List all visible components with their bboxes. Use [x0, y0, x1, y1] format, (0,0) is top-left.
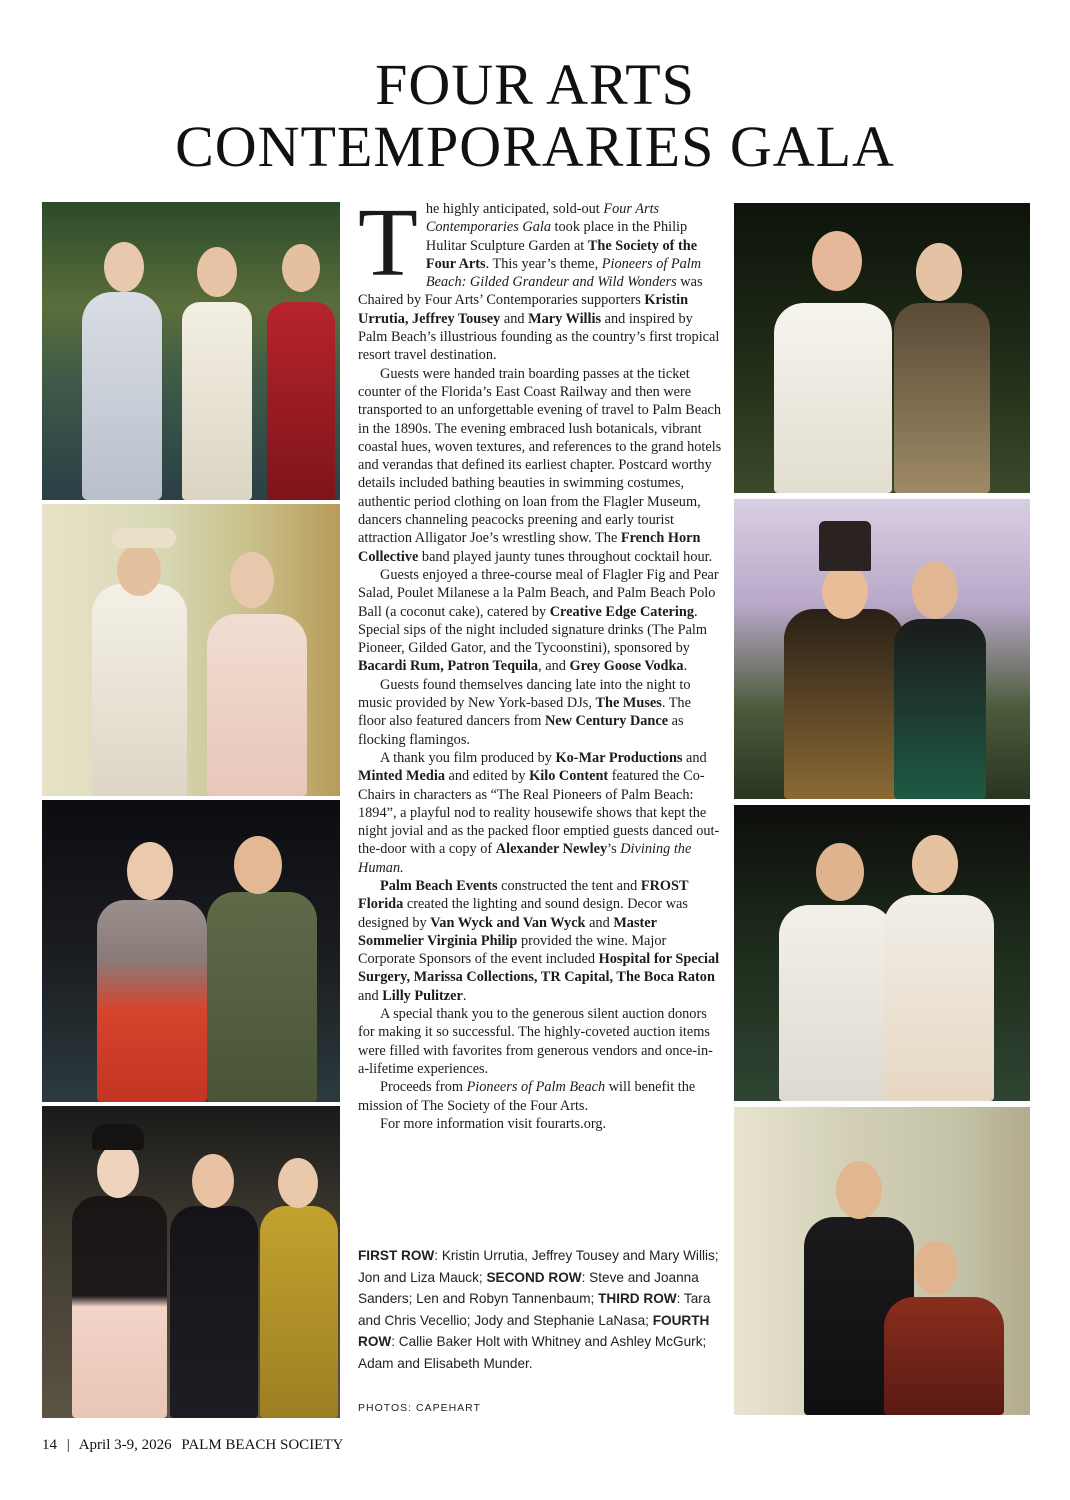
- article-paragraph: [358, 1005, 722, 1078]
- text-run: For more information visit fourarts.org.: [380, 1115, 607, 1132]
- text-run: A special thank you to the generous silent auction donors for making it so successful. The highly-coveted auction items were filled with favorites from generous vendors and once-in-a-lifetime experiences.: [358, 1006, 713, 1077]
- text-run: : Steve and Joanna Sanders; Len and Robyn Tannenbaum;: [358, 1269, 699, 1306]
- text-run: Proceeds from: [380, 1079, 467, 1096]
- publication-name: PALM BEACH SOCIETY: [181, 1437, 344, 1453]
- bold-run: Van Wyck and Van Wyck: [430, 914, 586, 931]
- issue-date: April 3-9, 2026: [78, 1437, 172, 1453]
- bold-run: Minted Media: [358, 768, 445, 785]
- text-run: took place in the Philip Hulitar Sculpture Garden at: [425, 219, 688, 254]
- bold-run: Bacardi Rum, Patron Tequila: [358, 658, 539, 675]
- article-paragraph: [358, 1078, 722, 1115]
- text-run: constructed the tent and: [497, 877, 641, 894]
- text-run: and: [358, 987, 383, 1004]
- bold-run: FROST Florida: [358, 877, 689, 913]
- text-run: featured the Co-Chairs in characters as “The Real Pioneers of Palm Beach: 1894”, a playful nod to reality housewife shows that kept the night jovial and as the packed floor emptied guests danced out-the-door with a copy of: [358, 768, 720, 858]
- text-run: , and: [538, 658, 570, 675]
- bold-run: FOURTH ROW: [358, 1312, 710, 1349]
- text-run: : Kristin Urrutia, Jeffrey Tousey and Mary Willis; Jon and Liza Mauck;: [358, 1248, 719, 1285]
- text-run: will benefit the mission of The Society of the Four Arts.: [358, 1079, 696, 1114]
- text-run: created the lighting and sound design. Decor was designed by: [358, 896, 688, 931]
- photo-first-row-right: [734, 203, 1030, 493]
- italic-run: Pioneers of Palm Beach: Gilded Grandeur and Wild Wonders: [425, 255, 702, 291]
- bold-run: Lilly Pulitzer: [382, 987, 463, 1004]
- photo-second-row-left: [42, 800, 340, 1102]
- photo-first-row-center-left: [42, 504, 340, 796]
- bold-run: The Muses: [595, 695, 662, 712]
- headline-line-2: CONTEMPORARIES GALA: [175, 114, 895, 179]
- bold-run: Palm Beach Events: [380, 877, 498, 894]
- photo-first-row-left: [42, 202, 340, 500]
- bold-run: Mary Willis: [528, 310, 602, 327]
- photo-first-row-center-right: [734, 499, 1030, 799]
- article-headline: [0, 54, 1070, 178]
- article-paragraph: [358, 566, 722, 676]
- text-run: provided the wine. Major Corporate Sponsors of the event included: [358, 932, 667, 968]
- bold-run: Hospital for Special Surgery, Marissa Collections, TR Capital, The Boca Raton: [358, 951, 720, 986]
- photo-second-row-center-right: [734, 1107, 1030, 1415]
- text-run: he highly anticipated, sold-out: [425, 201, 604, 217]
- article-paragraph: [358, 877, 722, 1005]
- bold-run: Grey Goose Vodka: [569, 658, 684, 675]
- italic-run: Divining the Human.: [358, 841, 692, 876]
- italic-run: Pioneers of Palm Beach: [466, 1079, 606, 1096]
- headline-line-1: FOUR ARTS: [375, 52, 695, 117]
- bold-run: THIRD ROW: [598, 1291, 677, 1306]
- bold-run: The Society of the Four Arts: [425, 237, 698, 272]
- text-run: and inspired by Palm Beach’s illustrious founding as the country’s first tropical resort travel destination.: [358, 310, 720, 364]
- photo-credit: PHOTOS: CAPEHART: [358, 1402, 481, 1414]
- article-paragraph: [358, 1115, 722, 1133]
- text-run: band played jaunty tunes throughout cocktail hour.: [418, 548, 713, 565]
- page-footer: [42, 1437, 343, 1454]
- drop-cap: T: [358, 189, 418, 297]
- text-run: as flocking flamingos.: [358, 713, 684, 748]
- text-run: : Tara and Chris Vecellio; Jody and Stephanie LaNasa;: [358, 1291, 711, 1328]
- text-run: and edited by: [444, 768, 530, 785]
- text-run: Guests enjoyed a three-course meal of Flagler Fig and Pear Salad, Poulet Milanese a la Palm Beach, and Palm Beach Polo Ball (a coconut cake), catered by: [358, 566, 719, 620]
- article-body: [358, 189, 722, 1133]
- text-run: and: [585, 914, 614, 931]
- text-run: and: [682, 749, 707, 766]
- article-paragraph: [358, 676, 722, 749]
- photo-second-row-center-left: [42, 1106, 340, 1418]
- photo-caption: [358, 1245, 722, 1374]
- text-run: Guests found themselves dancing late into the night to music provided by New York-based DJs,: [358, 676, 691, 712]
- bold-run: SECOND ROW: [486, 1269, 582, 1285]
- bold-run: Kilo Content: [529, 768, 609, 785]
- text-run: and: [500, 310, 529, 327]
- bold-run: New Century Dance: [544, 713, 669, 730]
- bold-run: FIRST ROW: [358, 1248, 435, 1263]
- text-run: A thank you film produced by: [380, 749, 556, 766]
- bold-run: Kristin Urrutia, Jeffrey Tousey: [358, 292, 689, 327]
- bold-run: Alexander Newley: [495, 841, 608, 858]
- bold-run: Master Sommelier Virginia Philip: [358, 914, 657, 949]
- text-run: . Special sips of the night included signature drinks (The Palm Pioneer, Gilded Gator, and the Tycoonstini), sponsored by: [358, 603, 708, 657]
- text-run: .: [462, 987, 467, 1004]
- text-run: . This year’s theme,: [485, 255, 602, 272]
- italic-run: Four Arts Contemporaries Gala: [425, 201, 660, 236]
- text-run: : Callie Baker Holt with Whitney and Ashley McGurk; Adam and Elisabeth Munder.: [358, 1334, 707, 1371]
- photo-second-row-right: [734, 805, 1030, 1101]
- article-paragraph: [358, 365, 722, 566]
- text-run: .: [683, 658, 688, 675]
- text-run: ’s: [607, 841, 621, 858]
- text-run: Guests were handed train boarding passes at the ticket counter of the Florida’s East Coast Railway and then were transported to an unforgettable evening of travel to Palm Beach in the 1890s. The evening embraced lush botanicals, vibrant coastal hues, woven textures, and references to the grand hotels and verandas that defined its earliest chapter. Postcard worthy details included bathing beauties in swimming costumes, authentic period clothing on loan from the Flagler Museum, dancers channeling peacocks preening and early tourist attraction Alligator Joe’s wrestling show. The: [358, 365, 722, 547]
- bold-run: Ko-Mar Productions: [555, 749, 683, 766]
- text-run: was Chaired by Four Arts’ Contemporaries supporters: [358, 274, 703, 309]
- bold-run: Creative Edge Catering: [549, 603, 694, 620]
- page-number: 14: [42, 1437, 57, 1453]
- footer-separator: |: [66, 1437, 70, 1453]
- article-paragraph: [358, 749, 722, 877]
- bold-run: French Horn Collective: [358, 530, 701, 565]
- text-run: . The floor also featured dancers from: [358, 695, 691, 730]
